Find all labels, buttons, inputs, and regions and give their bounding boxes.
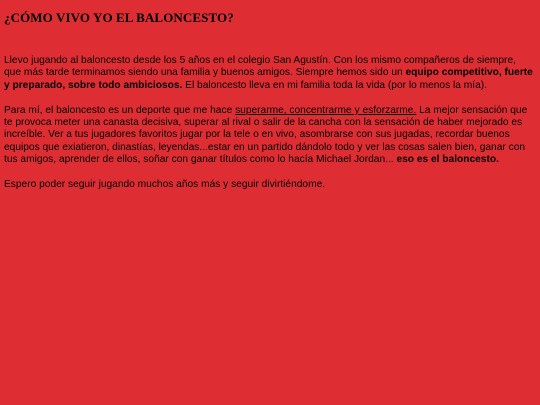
paragraph-1-text-a: Llevo jugando al baloncesto desde los 5 años en el colegio San Agustín. Con los mismo compañeros de siempre, que más tarde terminamos siendo una familia y buenos amigos. Siempre hemos sido un	[4, 55, 516, 79]
paragraph-2-text-a: Para mí, el baloncesto es un deporte que me hace	[4, 104, 236, 116]
page-title: ¿CÓMO VIVO YO EL BALONCESTO?	[4, 10, 234, 25]
paragraph-3-text: Espero poder seguir jugando muchos años más y seguir divirtiéndome.	[4, 179, 326, 191]
paragraph-3	[4, 179, 534, 191]
paragraph-1-bold: equipo competitivo, fuerte y preparado, sobre todo ambiciosos.	[4, 67, 533, 91]
paragraph-1	[4, 55, 534, 92]
paragraph-2-underline: superarme, concentrarme y esforzarme.	[235, 104, 417, 116]
paragraph-1-text-b: El baloncesto lleva en mi familia toda la vida (por lo menos la mía).	[182, 79, 487, 91]
article	[4, 10, 534, 192]
paragraph-2-bold: eso es el baloncesto.	[396, 154, 499, 166]
paragraph-2	[4, 105, 534, 166]
paragraph-2-text-b: La mejor sensación que te provoca meter una canasta decisiva, superar al rival o salir de la cancha con la sensación de haber mejorado es increíble. Ver a tus jugadores favoritos jugar por la tele o en vivo, asombrarse con sus jugadas, recordar buenos equipos que exiatieron, dinastías, leyendas...estar en un partido dándolo todo y ver las cosas salen bien, ganar con tus amigos, aprender de ellos, soñar con ganar títulos como lo hacía Michael Jordan...	[4, 104, 528, 166]
